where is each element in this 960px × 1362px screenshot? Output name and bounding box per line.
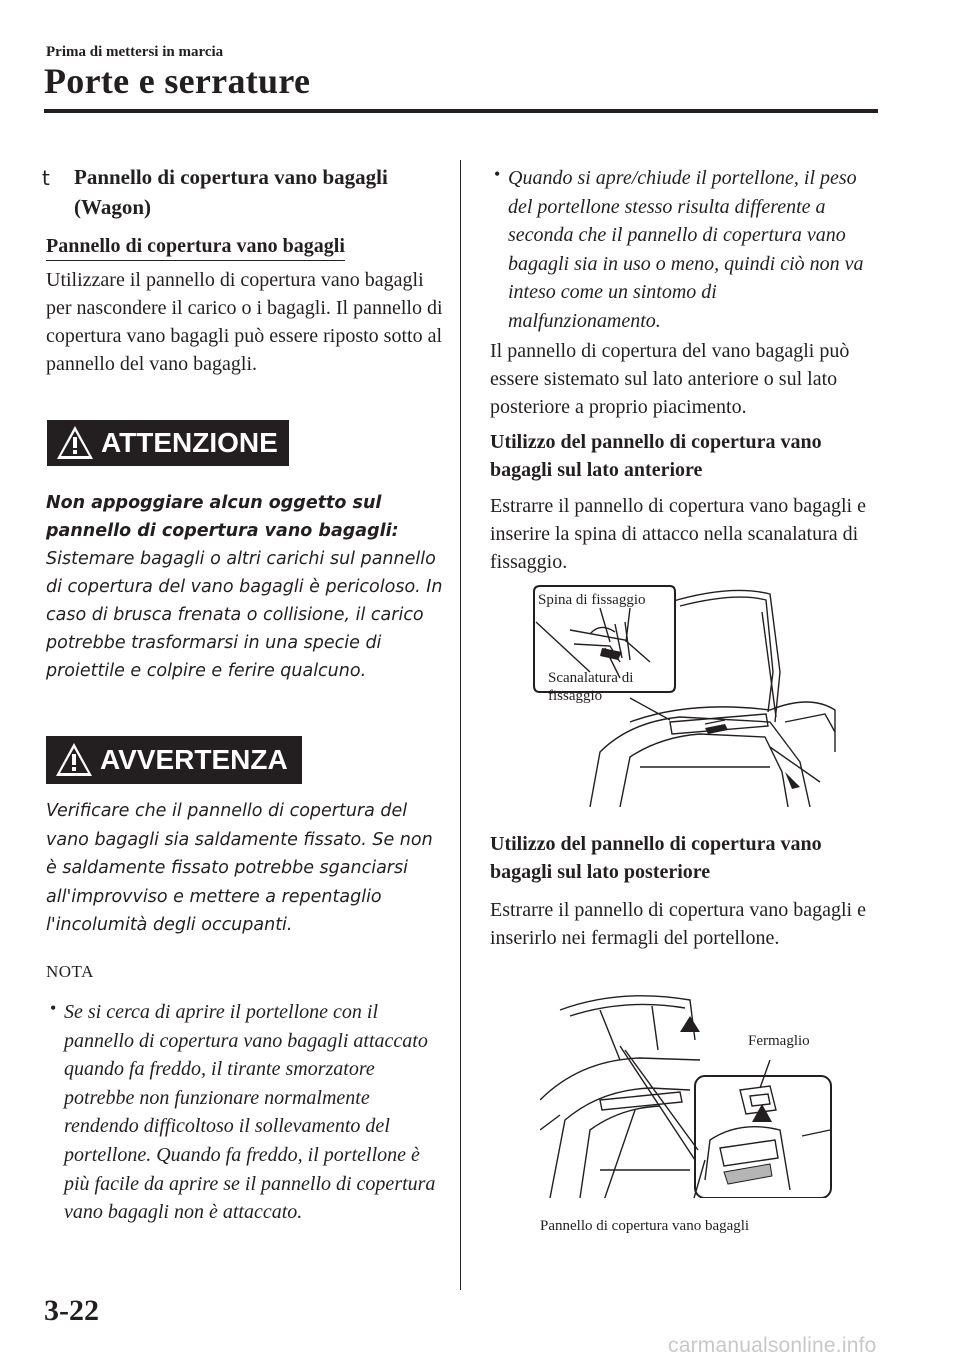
paragraph: Il pannello di copertura del vano bagagli può essere sistemato sul lato anteriore o sul lato posteriore a proprio piacimento. [490, 340, 850, 418]
label-spina: Spina di fissaggio [538, 592, 646, 608]
section-title: Pannello di copertura vano bagagli (Wagon) [74, 165, 388, 219]
header-divider [44, 109, 878, 113]
sub-heading: Pannello di copertura vano bagagli [46, 233, 345, 261]
figure-rear-mount [540, 980, 840, 1198]
caution-banner [47, 420, 289, 466]
note-item-2: Quando si apre/chiude il portellone, il peso del portellone stesso risulta differente a seconda che il pannello di copertura vano bagagli sia in uso o meno, quindi ciò non va inteso come un sintomo di malfunzionamento. [508, 167, 864, 332]
caution-label: ATTENZIONE [101, 427, 278, 458]
watermark: carmanualsonline.info [668, 1334, 877, 1357]
page-title: Porte e serrature [44, 61, 311, 101]
intro-paragraph: Utilizzare il pannello di copertura vano bagagli per nascondere il carico o i bagagli. Il pannello di copertura vano bagagli può essere riposto sotto al pannello del vano bagagli. [46, 269, 443, 375]
label-scanalatura: Scanalatura di fissaggio [548, 670, 634, 704]
note-title: NOTA [46, 962, 94, 981]
page-number: 3-22 [44, 1294, 99, 1327]
caution-heading: Non appoggiare alcun oggetto sul pannello di copertura vano bagagli: [46, 493, 399, 541]
subsection-heading-rear: Utilizzo del pannello di copertura vano bagagli sul lato posteriore [490, 833, 822, 883]
label-pannello: Pannello di copertura vano bagagli [540, 1218, 750, 1234]
bullet-dot: • [50, 998, 57, 1018]
section-label: Prima di mettersi in marcia [46, 44, 224, 60]
warning-banner [46, 736, 302, 784]
paragraph: Estrarre il pannello di copertura vano bagagli e inserirlo nei fermagli del portellone. [490, 899, 866, 949]
warning-triangle-icon [55, 423, 95, 463]
section-marker: t [42, 166, 50, 190]
label-fermaglio: Fermaglio [748, 1033, 810, 1049]
bullet-dot: • [494, 164, 501, 184]
warning-label: AVVERTENZA [100, 744, 288, 775]
warning-text: Verificare che il pannello di copertura del vano bagagli sia saldamente fissato. Se non è saldamente fissato potrebbe sganciarsi all'improvviso e mettere a repentaglio l'incolumità degli occupanti. [46, 801, 433, 935]
warning-triangle-icon [54, 740, 94, 780]
note-item-1: Se si cerca di aprire il portellone con il pannello di copertura vano bagagli attaccato quando fa freddo, il tirante smorzatore potrebbe non funzionare normalmente rendendo difficoltoso il sollevamento del portellone. Quando fa freddo, il portellone è più facile da aprire se il pannello di copertura vano bagagli non è attaccato. [64, 1001, 436, 1224]
subsection-heading-front: Utilizzo del pannello di copertura vano bagagli sul lato anteriore [490, 431, 822, 481]
caution-text: Sistemare bagagli o altri carichi sul pannello di copertura del vano bagagli è pericoloso. In caso di brusca frenata o collisione, il carico potrebbe trasformarsi in una specie di proiettile e colpire e ferire qualcuno. [46, 549, 443, 681]
column-divider [460, 160, 461, 1290]
paragraph: Estrarre il pannello di copertura vano bagagli e inserire la spina di attacco nella scanalatura di fissaggio. [490, 495, 866, 573]
